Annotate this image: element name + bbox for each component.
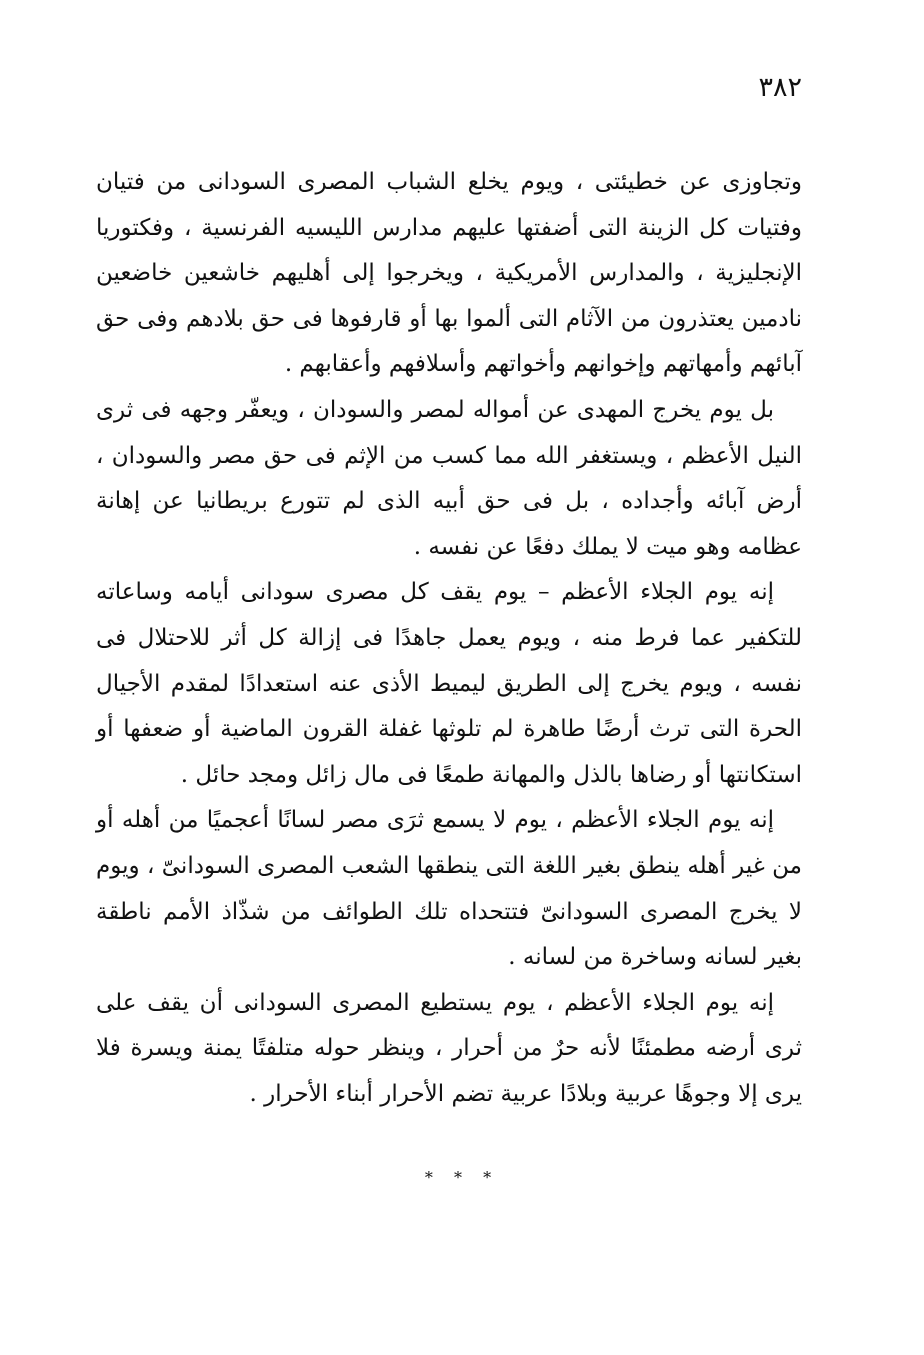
paragraph-mahdi: بل يوم يخرج المهدى عن أمواله لمصر والسودان ، ويعفّر وجهه فى ثرى النيل الأعظم ، ويستغفر الله مما كسب من الإثم فى حق مصر والسودان ، أرض آبائه وأجداده ، بل فى حق أبيه الذى لم تتورع بريطانيا عن إهانة عظامه وهو ميت لا يملك دفعًا عن نفسه . (96, 396, 802, 560)
paragraph-great-evacuation-2: إنه يوم الجلاء الأعظم ، يوم لا يسمع ثرَى مصر لسانًا أعجميًا من أهله أو من غير أهله ينطق بغير اللغة التى ينطقها الشعب المصرى السودانىّ ، ويوم لا يخرج المصرى السودانىّ فتتحداه تلك الطوائف من شذّاذ الأمم ناطقة بغير لسانه وساخرة من لسانه . (96, 807, 802, 971)
paragraph-great-evacuation-3: إنه يوم الجلاء الأعظم ، يوم يستطيع المصرى السودانى أن يقف على ثرى أرضه مطمئنًا لأنه حرٌ من أحرار ، وينظر حوله متلفتًا يمنة ويسرة فلا يرى إلا وجوهًا عربية وبلادًا عربية تضم الأحرار أبناء الأحرار . (96, 989, 802, 1107)
paragraph-continuation: وتجاوزى عن خطيئتى ، ويوم يخلع الشباب المصرى السودانى من فتيان وفتيات كل الزينة التى أضفتها عليهم مدارس الليسيه الفرنسية ، وفكتوريا الإنجليزية ، والمدارس الأمريكية ، ويخرجوا إلى أهليهم خاشعين خاضعين نادمين يعتذرون من الآثام التى ألموا بها أو قارفوها فى حق بلادهم وفى حق آبائهم وأمهاتهم وإخوانهم وأخواتهم وأسلافهم وأعقابهم . (96, 169, 802, 378)
page-number: ٣٨٢ (758, 72, 802, 103)
section-separator: * * * (424, 1168, 500, 1187)
page-body (96, 160, 802, 1117)
paragraph-great-evacuation-1: إنه يوم الجلاء الأعظم – يوم يقف كل مصرى سودانى أيامه وساعاته للتكفير عما فرط منه ، ويوم يعمل جاهدًا فى إزالة كل أثر للاحتلال فى نفسه ، ويوم يخرج إلى الطريق ليميط الأذى عنه استعدادًا لمقدم الأجيال الحرة التى ترث أرضًا طاهرة لم تلوثها غفلة القرون الماضية أو ضعفها أو استكانتها أو رضاها بالذل والمهانة طمعًا فى مال زائل ومجد حائل . (96, 579, 802, 788)
